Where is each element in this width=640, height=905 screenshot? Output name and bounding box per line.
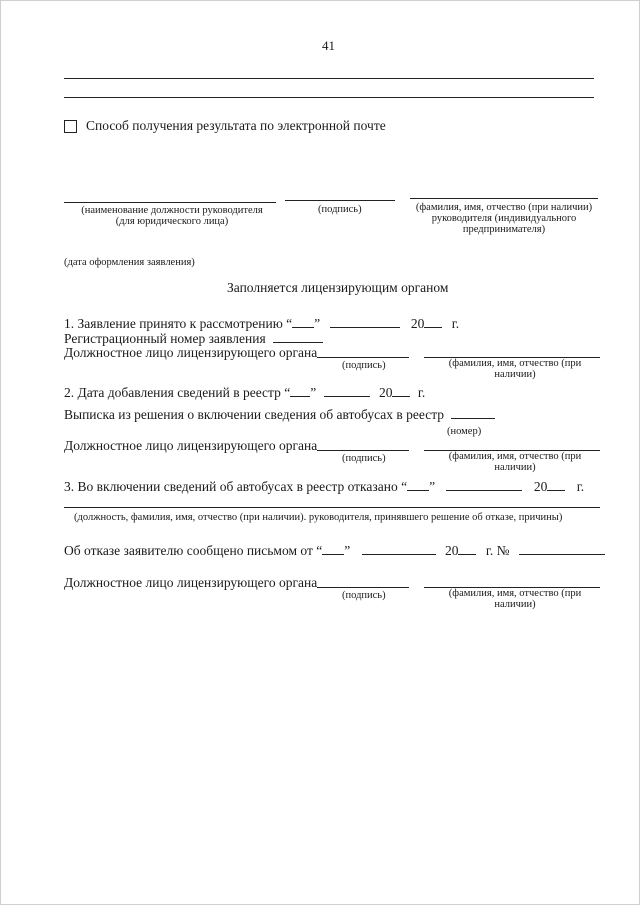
name-line (410, 198, 598, 199)
refusal-caption: (должность, фамилия, имя, отчество (при наличии). руководителя, принявшего решение об отказе, причины) (74, 512, 563, 523)
year-prefix: 20 (533, 479, 548, 494)
section2-month-blank[interactable] (324, 396, 370, 397)
email-checkbox[interactable] (64, 120, 77, 133)
email-option-label: Способ получения результата по электронной почте (86, 118, 386, 133)
year-prefix: 20 (378, 385, 393, 400)
section3-prefix: 3. Во включении сведений об автобусах в реестр отказано “ (64, 479, 408, 494)
reg-number-blank[interactable] (273, 342, 323, 343)
quote: ” (429, 479, 436, 494)
section1-name-caption-2: наличии) (494, 369, 536, 380)
final-official: Должностное лицо лицензирующего органа (64, 575, 318, 590)
section2-line (64, 385, 425, 401)
authority-heading: Заполняется лицензирующим органом (227, 280, 449, 295)
position-line (64, 202, 276, 203)
page-number: 41 (322, 38, 335, 53)
extract-number-blank[interactable] (451, 418, 495, 419)
refusal-line (64, 507, 600, 508)
year-suffix: г. (417, 385, 426, 400)
quote: ” (314, 316, 321, 331)
notice-prefix: Об отказе заявителю сообщено письмом от “ (64, 543, 323, 558)
final-name-caption (434, 588, 596, 610)
section3-year-blank[interactable] (547, 490, 565, 491)
section2-year-blank[interactable] (392, 396, 410, 397)
section2-name-caption (434, 451, 596, 473)
signature-line (285, 200, 395, 201)
reg-number-label: Регистрационный номер заявления (64, 331, 266, 346)
date-caption: (дата оформления заявления) (64, 257, 195, 268)
section2-name-caption-1: (фамилия, имя, отчество (при (448, 451, 582, 462)
section1-name-caption-1: (фамилия, имя, отчество (при (448, 358, 582, 369)
name-caption (406, 202, 602, 235)
section2-official: Должностное лицо лицензирующего органа (64, 438, 318, 453)
notice-month-blank[interactable] (362, 554, 436, 555)
section1-prefix: 1. Заявление принято к рассмотрению “ (64, 316, 293, 331)
quote: ” (344, 543, 351, 558)
section2-signature-line (317, 450, 409, 451)
year-suffix: г. (451, 316, 460, 331)
position-caption-line-1: (наименование должности руководителя (81, 205, 263, 216)
name-caption-line-1: (фамилия, имя, отчество (при наличии) (415, 202, 593, 213)
section1-line1 (64, 316, 459, 332)
day-blank[interactable] (292, 327, 314, 328)
section3-line (64, 479, 584, 495)
position-caption (58, 205, 286, 227)
section3-month-blank[interactable] (446, 490, 522, 491)
notice-day-blank[interactable] (322, 554, 344, 555)
position-caption-line-2: (для юридического лица) (115, 216, 229, 227)
year-suffix: г. (576, 479, 585, 494)
blank-line-2 (64, 97, 594, 98)
blank-line-1 (64, 78, 594, 79)
year-prefix: 20 (444, 543, 459, 558)
final-signature-caption: (подпись) (342, 590, 386, 601)
name-caption-line-2: руководителя (индивидуального (431, 213, 577, 224)
final-signature-line (317, 587, 409, 588)
year-prefix: 20 (410, 316, 425, 331)
year-blank[interactable] (424, 327, 442, 328)
notice-year-blank[interactable] (458, 554, 476, 555)
quote: ” (310, 385, 317, 400)
section2-name-caption-2: наличии) (494, 462, 536, 473)
name-caption-line-3: предпринимателя) (462, 224, 546, 235)
section1-name-caption (434, 358, 596, 380)
number-caption: (номер) (447, 426, 482, 437)
section3-day-blank[interactable] (407, 490, 429, 491)
final-name-caption-1: (фамилия, имя, отчество (при (448, 588, 582, 599)
section1-official: Должностное лицо лицензирующего органа (64, 345, 318, 360)
notice-number-label: г. № (485, 543, 510, 558)
extract-line (64, 407, 495, 423)
section2-signature-caption: (подпись) (342, 453, 386, 464)
extract-label: Выписка из решения о включении сведения об автобусах в реестр (64, 407, 445, 422)
signature-caption: (подпись) (318, 204, 362, 215)
final-name-caption-2: наличии) (494, 599, 536, 610)
section2-prefix: 2. Дата добавления сведений в реестр “ (64, 385, 291, 400)
section2-day-blank[interactable] (290, 396, 310, 397)
section1-signature-line (317, 357, 409, 358)
section1-signature-caption: (подпись) (342, 360, 386, 371)
notice-line (64, 543, 605, 559)
notice-number-blank[interactable] (519, 554, 605, 555)
month-blank[interactable] (330, 327, 400, 328)
